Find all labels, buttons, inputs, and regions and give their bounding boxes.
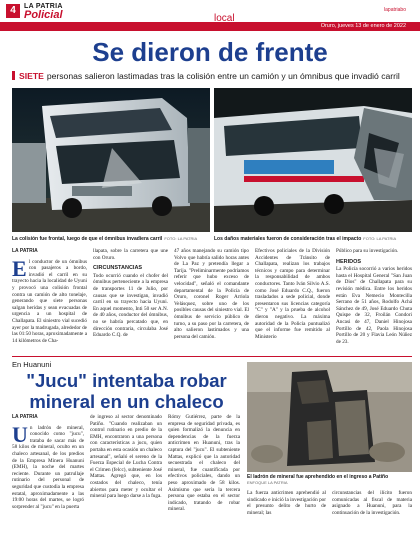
story2-body-right xyxy=(247,490,412,532)
caption-text: La colisión fue frontal, luego de que el ómnibus invadiera carril xyxy=(12,236,163,242)
story1-deck-text: personas salieron lastimadas tras la colisión entre un camión y un ómnibus que invadió carril xyxy=(46,71,400,81)
caption-text: Los daños materiales fueron de consideración tras el impacto xyxy=(214,236,362,242)
story1-subhead-circumstances: CIRCUNSTANCIAS xyxy=(93,265,143,272)
story2-col4-text: La fuerza anticrimen aprehendió al sindicado e inició la investigación por el presunto delito de hurto de mineral; las xyxy=(247,490,326,516)
story1-paragraph xyxy=(12,255,87,345)
story2-column-1 xyxy=(12,414,84,510)
page-header xyxy=(0,0,420,36)
story1-col3-text: 47 años manejando su camión tipo Volvo que habría salido horas antes de La Paz y pretendía llegar a Tarija. "Preliminarmente podríamos referir que hubo exceso de velocidad", señaló el comandante departamental de la Policía de Oruro, coronel Roger Arriola Velásquez, sobre uno de los posibles causas del siniestro vial. El ómnibus de servicio público de turno, a su paso por la carretera, de alto salieron lastimados y una persona del camión. xyxy=(174,248,249,340)
story2-headline: "Jucu" intentaba robar mineral en un chaleco xyxy=(26,370,227,412)
deck-bar-icon xyxy=(12,71,15,80)
story2-col1-text: n ladrón de mineral, conocido como "jucu", trataba de sacar más de 58 kilos de mineral, oculto en un chaleco artesanal, de los predios de la Empresa Minera Huanuni (EMH), la noche del martes reciente. Durante un patrullaje rutinario del personal de seguridad que custodia la empresa estatal, aproximadamente a las 19:00 horas del martes, se logró sorprender al "jucu" en la puerta xyxy=(12,424,84,510)
story1-col5-text-a: Público para su investigación. xyxy=(336,248,399,254)
story2-paragraph xyxy=(12,421,84,511)
dateline: Oruro, jueves 13 de enero de 2022 xyxy=(320,23,406,29)
story2-column-2 xyxy=(90,414,162,500)
section-label: local xyxy=(214,13,235,24)
story1-subhead-injured: HERIDOS xyxy=(336,258,362,265)
story1-photo1-caption xyxy=(12,236,210,242)
story1-headline: Se dieron de frente xyxy=(92,37,328,67)
story1-body xyxy=(12,248,412,353)
brand-name: LA PATRIA xyxy=(24,3,63,10)
site-handle: lapatriabo xyxy=(384,7,406,13)
story2-photo-vest xyxy=(247,362,412,472)
photo-credit: ENFOQUE LA PATRIA xyxy=(247,480,288,485)
story2-column-3 xyxy=(168,414,240,513)
story1-deck-kicker: SIETE xyxy=(19,71,44,81)
story1-byline: LA PATRIA xyxy=(12,248,38,254)
story2-column-5 xyxy=(332,490,412,516)
brand-section: Policial xyxy=(24,9,63,21)
story1-column-2 xyxy=(93,248,168,339)
photo-credit: FOTO: LA PATRIA xyxy=(164,236,198,241)
story1-col2-text-b: Todo ocurrió cuando el chofer del ómnibus perteneciente a la empresa de transportes 11 de Julio, por causas que se investigan, invadió carril en su trayecto hacia Uyuni. En aquel momento, Inti 50 ser A.N. de 40 años, conductor del ómnibus, no se habría percatado que, en dirección contraria, circulaba José Eduardo C.Q. de xyxy=(93,272,168,339)
story1-column-1 xyxy=(12,248,87,344)
story2-col5-text: circunstancias del ilícito fueron comunicadas al fiscal de materia asignado a Huanuni, para la continuación de la investigación. xyxy=(332,490,412,516)
newspaper-logo xyxy=(24,3,63,21)
story2-photo-caption xyxy=(247,474,412,486)
story1-deck xyxy=(12,71,412,81)
story1-photo-damage xyxy=(214,88,412,232)
story2-col3-text: Rómy Gutiérrez, parte de la empresa de seguridad privada, es quien formalizó la denuncia en dependencias de la fuerza anticrimen en Huanuni, tras la captura del "jucu". El subteniente Mattas, explicó que la autoridad secuestrada el chaleco del mineral, fue cuantificada por efectivos policiales, dando un peso aproximado de 58 kilos. Asimismo que sería la tercera persona que estaba en el sector indicado, tratando de robar mineral. xyxy=(168,414,240,513)
story1-column-5 xyxy=(336,248,412,345)
story2-kicker: En Huanuni xyxy=(12,360,52,369)
page-number: 4 xyxy=(6,4,20,18)
story1-photo2-caption xyxy=(214,236,412,242)
story-divider xyxy=(12,356,412,357)
story1-dropcap: E xyxy=(12,255,27,281)
story2-column-4 xyxy=(247,490,326,516)
story1-column-3 xyxy=(174,248,249,340)
story1-col2-text-a: llapata, sobre la carretera que une con Oruro. xyxy=(93,248,168,261)
story2-dropcap: U xyxy=(12,421,28,447)
caption-text: El ladrón de mineral fue aprehendido en el ingreso a Patiño xyxy=(247,474,389,480)
story1-photo-bus xyxy=(12,88,210,232)
story1-col1-text: l conductor de un ómnibus con pasajeros a bordo, invadió el carril en su trayecto hacia la localidad de Uyuni y provocó una colisión frontal contra un camión de alto tonelaje, generando que siete personas salgan heridas y sean evacuadas de urgencia a un hospital de Challapata. El siniestro vial sucedió ayer por la madrugada, alrededor de las 01:50 horas, aproximadamente a 14 kilómetros de Cha- xyxy=(12,258,87,344)
story1-col5-text-b: La Policía socorrió a varios heridos hasta el Hospital General "San Juan de Dios" de Challapata para su revisión médica. Entre los heridos están Eva Nemecio Montecilla Serrano de 51 años, Rodolfo Achá Sánchez de 49, José Eduardo Chuta Quispe de 32, Froilán Condori Ancasi de 47, Daniel Hinojosa Portillo de 42, Paola Hinojosa Portillo de 20 y Flavia León Núñez de 23. xyxy=(336,266,412,345)
story1-col4-text: Efectivos policiales de la División Accidentes de Tránsito de Challapata, realizan los trabajos técnicos y campo para determinar la responsabilidad de ambos conductores. Tanto Iván Silvio A.S. como José Eduardo C.Q., fueron trasladados a sede policial, donde presentaron sus licencias categoría "C" y "A" y la prueba de alcohol dieron negativo. La máxima autoridad de la Policía puntualizó que el informe fue remitido al Ministerio xyxy=(255,248,330,340)
story2-col2-text: de ingreso al sector denominado Patiño. "Cuando realizaban un control rutinario en predio de la EMH, encontraron a una persona con características a jucu, quien portaba en esta ocasión un chaleco artesanal", señaló el sereno de la Fuerza Especial de Lucha Contra el Crimen (felcc), subteniente José Mattas. Agregó que, en los costados del chaleco, tenía abiertos para meter y ocultar el mineral para luego darse a la fuga. xyxy=(90,414,162,500)
story2-body-left xyxy=(12,414,240,532)
story2-byline: LA PATRIA xyxy=(12,414,38,420)
photo-credit: FOTO: LA PATRIA xyxy=(363,236,397,241)
story1-column-4 xyxy=(255,248,330,340)
